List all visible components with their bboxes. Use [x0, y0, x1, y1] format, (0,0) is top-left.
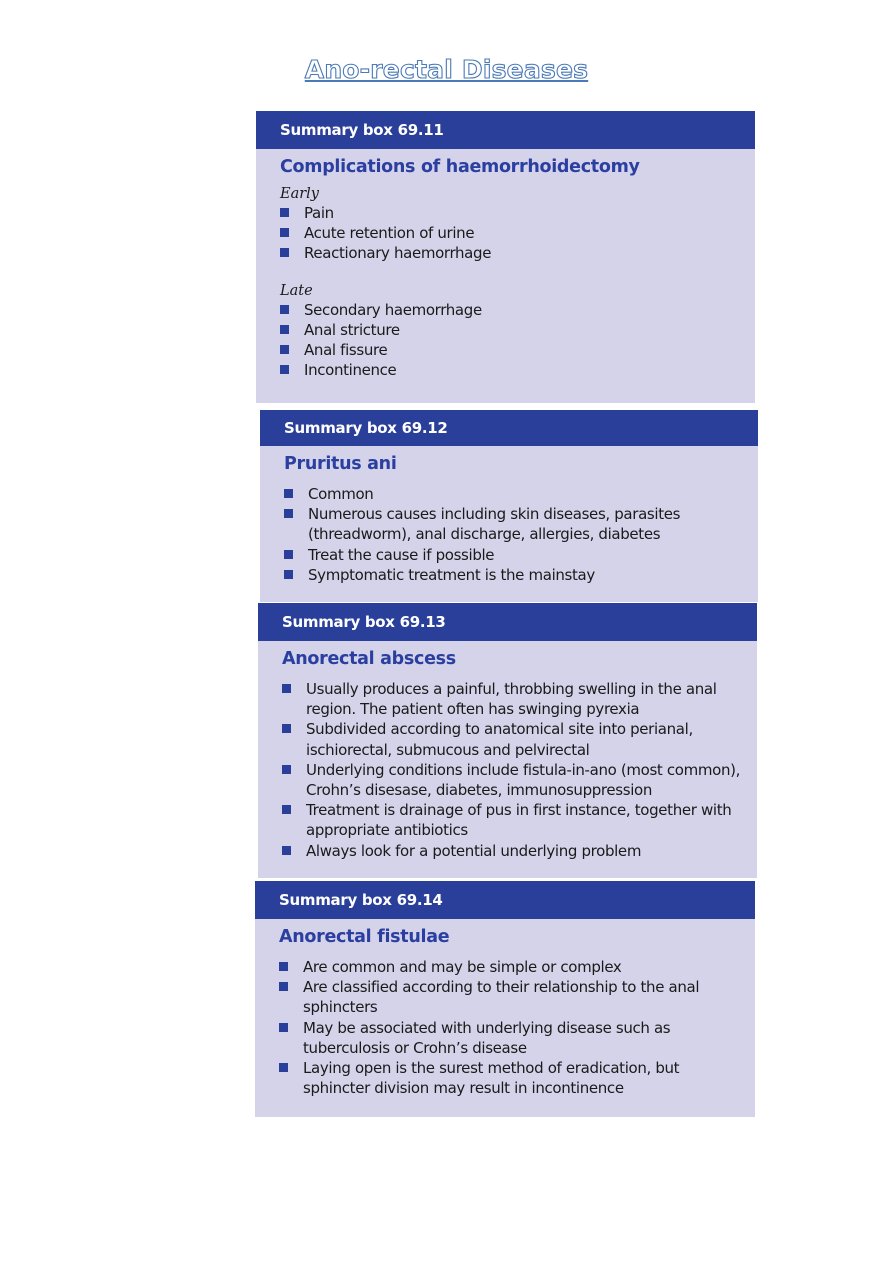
- abscess-list: [258, 679, 757, 861]
- bullet-icon: [284, 509, 293, 518]
- bullet-icon: [280, 325, 289, 334]
- group-label-late: Late: [280, 282, 313, 299]
- list-item: Incontinence: [280, 360, 735, 380]
- bullet-icon: [280, 228, 289, 237]
- bullet-icon: [282, 846, 291, 855]
- list-item: Pain: [280, 203, 735, 223]
- summary-box-69-13: [258, 603, 757, 878]
- list-item: Underlying conditions include fistula-in-ano (most common), Crohn’s disesase, diabetes, immunosuppression: [282, 760, 743, 800]
- bullet-icon: [279, 962, 288, 971]
- bullet-icon: [279, 1063, 288, 1072]
- list-item: Reactionary haemorrhage: [280, 243, 735, 263]
- box-title: Anorectal fistulae: [279, 927, 450, 947]
- bullet-icon: [282, 724, 291, 733]
- summary-box-69-12: [260, 410, 758, 602]
- list-item: Numerous causes including skin diseases, parasites (threadworm), anal discharge, allergies, diabetes: [284, 504, 718, 544]
- list-item: Laying open is the surest method of eradication, but sphincter division may result in incontinence: [279, 1058, 715, 1098]
- list-item: Are classified according to their relationship to the anal sphincters: [279, 977, 715, 1017]
- list-item: Secondary haemorrhage: [280, 300, 735, 320]
- bullet-icon: [280, 345, 289, 354]
- bullet-icon: [282, 805, 291, 814]
- bullet-icon: [284, 550, 293, 559]
- list-item: Always look for a potential underlying problem: [282, 841, 743, 861]
- bullet-icon: [284, 489, 293, 498]
- box-header: Summary box 69.13: [258, 603, 757, 641]
- list-item: Common: [284, 484, 718, 504]
- list-item: Usually produces a painful, throbbing swelling in the anal region. The patient often has swinging pyrexia: [282, 679, 743, 719]
- box-title: Complications of haemorrhoidectomy: [280, 157, 640, 177]
- list-item: Subdivided according to anatomical site into perianal, ischiorectal, submucous and pelvirectal: [282, 719, 743, 759]
- list-item: May be associated with underlying disease such as tuberculosis or Crohn’s disease: [279, 1018, 715, 1058]
- bullet-icon: [284, 570, 293, 579]
- fistulae-list: [255, 957, 755, 1098]
- bullet-icon: [279, 982, 288, 991]
- list-item: Acute retention of urine: [280, 223, 735, 243]
- bullet-icon: [282, 684, 291, 693]
- list-item: Are common and may be simple or complex: [279, 957, 715, 977]
- list-item: Anal stricture: [280, 320, 735, 340]
- summary-box-69-11: [256, 111, 755, 403]
- bullet-icon: [280, 208, 289, 217]
- page-title: Ano-rectal Diseases: [304, 55, 589, 84]
- list-item: Symptomatic treatment is the mainstay: [284, 565, 718, 585]
- bullet-icon: [282, 765, 291, 774]
- bullet-icon: [279, 1023, 288, 1032]
- pruritus-list: [260, 484, 758, 585]
- bullet-icon: [280, 305, 289, 314]
- late-list: [256, 300, 755, 381]
- box-header: Summary box 69.12: [260, 410, 758, 446]
- box-header: Summary box 69.14: [255, 881, 755, 919]
- list-item: Treat the cause if possible: [284, 545, 718, 565]
- box-header: Summary box 69.11: [256, 111, 755, 149]
- bullet-icon: [280, 248, 289, 257]
- group-label-early: Early: [280, 186, 319, 202]
- box-title: Pruritus ani: [284, 454, 397, 474]
- list-item: Treatment is drainage of pus in first instance, together with appropriate antibiotics: [282, 800, 743, 840]
- bullet-icon: [280, 365, 289, 374]
- box-title: Anorectal abscess: [282, 649, 456, 669]
- list-item: Anal fissure: [280, 340, 735, 360]
- early-list: [256, 203, 755, 264]
- summary-box-69-14: [255, 881, 755, 1117]
